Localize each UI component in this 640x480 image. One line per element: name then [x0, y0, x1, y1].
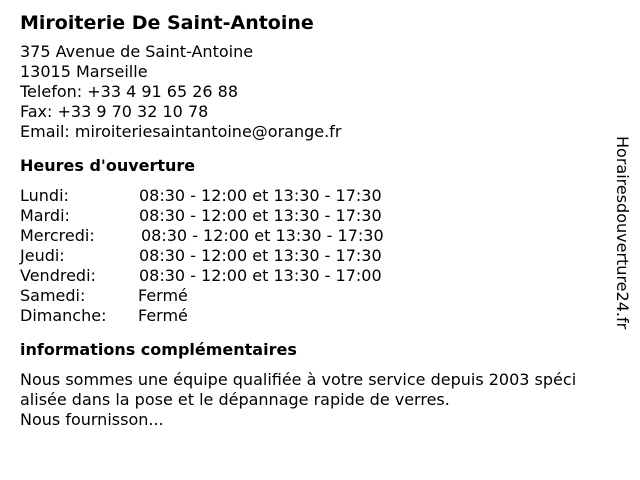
hours-title: Heures d'ouverture	[20, 156, 196, 175]
address-city: 13015 Marseille	[20, 62, 148, 81]
hours-table	[20, 186, 610, 326]
phone-number: Telefon: +33 4 91 65 26 88	[20, 82, 239, 101]
description-line: Nous sommes une équipe qualifiée à votre service depuis 2003 spéci	[20, 370, 577, 389]
hours-row-thursday	[20, 246, 610, 266]
hours-row-saturday	[20, 286, 610, 306]
business-name: Miroiterie De Saint-Antoine	[20, 12, 314, 34]
day-hours: 08:30 - 12:00 et 13:30 - 17:30	[139, 186, 382, 205]
hours-row-wednesday	[20, 226, 610, 246]
info-title: informations complémentaires	[20, 340, 297, 359]
day-label: Mardi:	[20, 206, 70, 225]
hours-row-sunday	[20, 306, 610, 326]
hours-row-tuesday	[20, 206, 610, 226]
hours-row-friday	[20, 266, 610, 286]
site-watermark: Horairesdouverture24.fr	[613, 136, 632, 330]
fax-number: Fax: +33 9 70 32 10 78	[20, 102, 209, 121]
day-hours: Fermé	[138, 306, 188, 325]
day-hours: 08:30 - 12:00 et 13:30 - 17:30	[139, 206, 382, 225]
description-line: Nous fournisson...	[20, 410, 164, 429]
day-hours: 08:30 - 12:00 et 13:30 - 17:00	[139, 266, 382, 285]
day-label: Mercredi:	[20, 226, 95, 245]
business-description	[20, 370, 615, 430]
day-hours: Fermé	[138, 286, 188, 305]
day-label: Samedi:	[20, 286, 86, 305]
hours-row-monday	[20, 186, 610, 206]
day-label: Jeudi:	[20, 246, 65, 265]
description-line: alisée dans la pose et le dépannage rapide de verres.	[20, 390, 450, 409]
day-label: Vendredi:	[20, 266, 96, 285]
address-street: 375 Avenue de Saint-Antoine	[20, 42, 254, 61]
email-address: Email: miroiteriesaintantoine@orange.fr	[20, 122, 342, 141]
day-hours: 08:30 - 12:00 et 13:30 - 17:30	[139, 246, 382, 265]
day-hours: 08:30 - 12:00 et 13:30 - 17:30	[141, 226, 384, 245]
day-label: Dimanche:	[20, 306, 107, 325]
day-label: Lundi:	[20, 186, 69, 205]
business-card	[20, 10, 610, 430]
